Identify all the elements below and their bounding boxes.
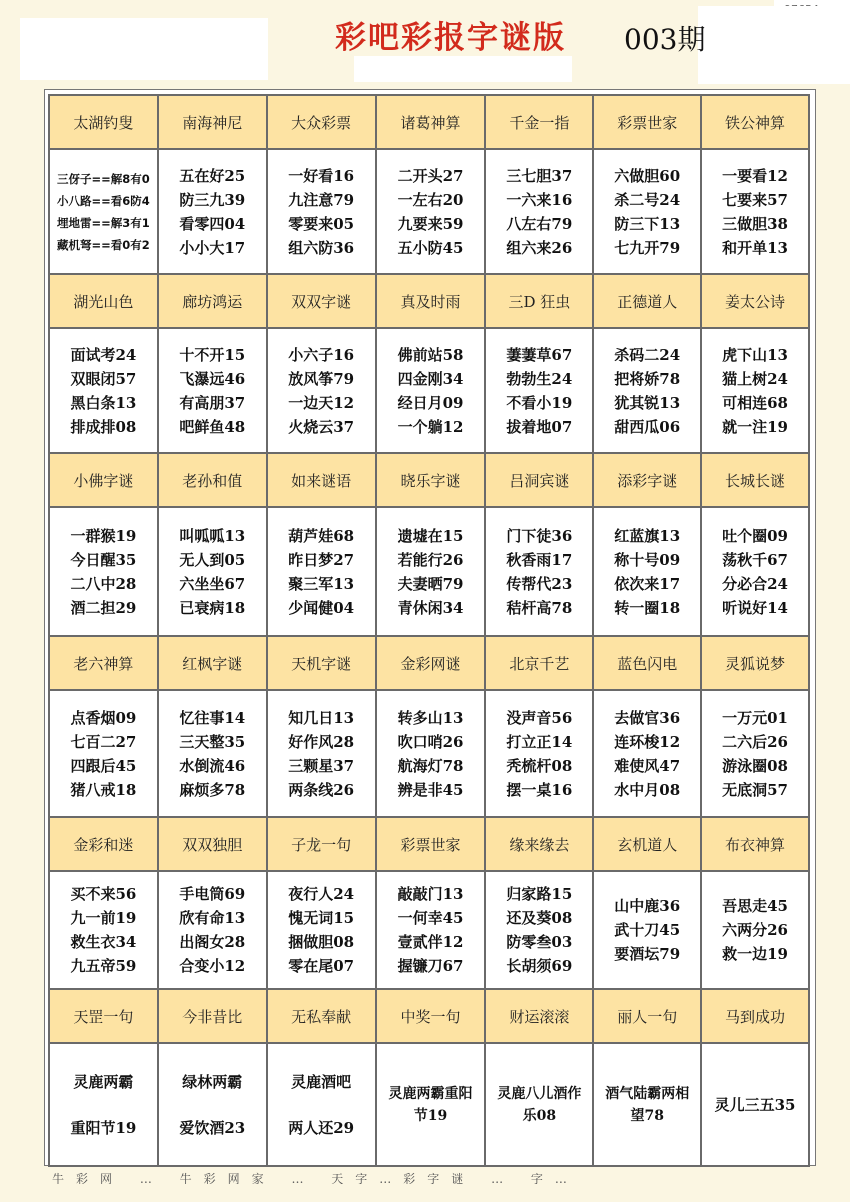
riddle-lines <box>702 1093 808 1117</box>
riddle-lines <box>377 524 485 620</box>
riddle-line: 三七胆37 <box>506 166 573 185</box>
riddle-line: 一边天12 <box>288 393 355 412</box>
riddle-cell <box>376 149 486 274</box>
riddle-cell <box>701 690 809 817</box>
riddle-line: 一群猴19 <box>70 526 137 545</box>
riddle-cell <box>376 871 486 989</box>
riddle-line: 忆往事14 <box>179 708 246 727</box>
riddle-cell <box>49 690 158 817</box>
riddle-line: 三做胆38 <box>722 214 788 233</box>
riddle-line: 藏机弩==看0有2 <box>57 237 150 252</box>
riddle-lines <box>594 706 700 802</box>
riddle-line: 知几日13 <box>288 708 355 727</box>
riddle-line: 归家路15 <box>506 885 573 903</box>
column-header: 姜太公诗 <box>701 274 809 328</box>
riddle-line: 依次来17 <box>614 574 681 593</box>
riddle-line: 重阳节19 <box>70 1118 137 1137</box>
riddle-cell <box>701 871 809 989</box>
riddle-cell <box>158 871 267 989</box>
riddle-line: 就一注19 <box>722 417 788 436</box>
riddle-lines <box>268 343 375 439</box>
column-header: 彩票世家 <box>376 817 486 871</box>
riddle-line: 二六后26 <box>722 732 788 751</box>
riddle-line: 一好看16 <box>288 166 355 185</box>
column-header: 双双独胆 <box>158 817 267 871</box>
riddle-line: 少闻健04 <box>288 598 355 617</box>
riddle-line: 经日月09 <box>397 393 464 412</box>
riddle-lines <box>702 524 808 620</box>
riddle-cell <box>49 507 158 636</box>
riddle-lines <box>702 343 808 439</box>
riddle-lines <box>594 164 700 260</box>
riddle-lines <box>159 1070 266 1140</box>
riddle-cell <box>49 871 158 989</box>
riddle-line: 六坐坐67 <box>179 574 246 593</box>
column-header: 吕洞宾谜 <box>485 453 593 507</box>
riddle-cell <box>267 507 376 636</box>
riddle-line: 排成排08 <box>70 417 137 436</box>
riddle-line: 门下徒36 <box>506 526 573 545</box>
riddle-line: 萋萋草67 <box>506 345 573 364</box>
riddle-line: 二八中28 <box>70 574 137 593</box>
riddle-line: 无底洞57 <box>722 780 788 799</box>
riddle-line: 杀二号24 <box>614 190 681 209</box>
riddle-line: 难使风47 <box>614 756 681 775</box>
riddle-line: 甜西瓜06 <box>614 417 681 436</box>
riddle-line: 没声音56 <box>506 708 573 727</box>
riddle-table <box>48 94 810 1167</box>
riddle-row <box>49 507 809 636</box>
riddle-line: 不看小19 <box>506 393 573 412</box>
riddle-line: 犹其锐13 <box>614 393 681 412</box>
riddle-cell <box>267 328 376 453</box>
riddle-cell <box>593 871 701 989</box>
issue-number: 003期 <box>624 23 706 56</box>
riddle-lines <box>486 1083 592 1127</box>
column-header: 红枫字谜 <box>158 636 267 690</box>
column-header: 湖光山色 <box>49 274 158 328</box>
riddle-line: 零在尾07 <box>288 957 355 975</box>
riddle-line: 救一边19 <box>722 945 788 963</box>
riddle-lines <box>377 1083 485 1127</box>
header-row <box>49 989 809 1043</box>
riddle-line: 面试考24 <box>70 345 137 364</box>
riddle-line: 佛前站58 <box>397 345 464 364</box>
column-header: 灵狐说梦 <box>701 636 809 690</box>
riddle-line: 武十刀45 <box>614 921 681 939</box>
riddle-line: 灵鹿八儿酒作 <box>497 1085 582 1102</box>
riddle-row <box>49 871 809 989</box>
redacted-block-center <box>354 56 572 82</box>
riddle-line: 聚三军13 <box>288 574 355 593</box>
riddle-lines <box>377 706 485 802</box>
riddle-line: 防三下13 <box>614 214 681 233</box>
column-header: 铁公神算 <box>701 95 809 149</box>
riddle-line: 埋地雷==解3有1 <box>57 215 150 230</box>
riddle-line: 猪八戒18 <box>70 780 137 799</box>
riddle-line: 欣有命13 <box>179 909 246 927</box>
riddle-line: 一左右20 <box>397 190 464 209</box>
riddle-line: 可相连68 <box>722 393 788 412</box>
riddle-lines <box>268 706 375 802</box>
riddle-line: 放风筝79 <box>288 369 355 388</box>
riddle-lines <box>594 1083 700 1127</box>
riddle-lines <box>594 343 700 439</box>
riddle-line: 夜行人24 <box>288 885 355 903</box>
header-row <box>49 95 809 149</box>
footer-partial-text: 牛彩网 … 牛彩网家 … 天字…彩字谜 … 字… <box>52 1172 579 1184</box>
riddle-line: 灵鹿酒吧 <box>291 1072 352 1091</box>
riddle-line: 和开单13 <box>722 238 788 257</box>
riddle-row <box>49 690 809 817</box>
column-header: 玄机道人 <box>593 817 701 871</box>
riddle-cell <box>376 690 486 817</box>
riddle-lines <box>486 164 592 260</box>
riddle-line: 组六防36 <box>288 238 355 257</box>
riddle-cell <box>485 507 593 636</box>
page-title: 彩吧彩报字谜版 <box>335 20 566 56</box>
column-header: 真及时雨 <box>376 274 486 328</box>
riddle-cell <box>49 328 158 453</box>
riddle-cell <box>376 507 486 636</box>
riddle-line: 猫上树24 <box>722 369 788 388</box>
column-header: 长城长谜 <box>701 453 809 507</box>
column-header: 缘来缘去 <box>485 817 593 871</box>
riddle-line: 叫呱呱13 <box>179 526 246 545</box>
riddle-cell <box>158 1043 267 1166</box>
riddle-line: 七百二27 <box>70 732 137 751</box>
riddle-line: 握镰刀67 <box>397 957 464 975</box>
riddle-line: 有高朋37 <box>179 393 246 412</box>
riddle-line: 一万元01 <box>722 708 788 727</box>
riddle-lines <box>50 706 157 802</box>
riddle-line: 航海灯78 <box>397 756 464 775</box>
header-row <box>49 453 809 507</box>
riddle-row <box>49 149 809 274</box>
riddle-lines <box>594 894 700 966</box>
column-header: 千金一指 <box>485 95 593 149</box>
riddle-cell <box>267 690 376 817</box>
riddle-line: 若能行26 <box>397 550 464 569</box>
column-header: 双双字谜 <box>267 274 376 328</box>
riddle-line: 吧鲜鱼48 <box>179 417 246 436</box>
riddle-lines <box>50 882 157 978</box>
riddle-lines <box>702 894 808 966</box>
column-header: 如来谜语 <box>267 453 376 507</box>
riddle-line: 秋香雨17 <box>506 550 573 569</box>
riddle-line: 麻烦多78 <box>179 780 246 799</box>
riddle-lines <box>159 524 266 620</box>
riddle-lines <box>702 706 808 802</box>
riddle-line: 已衰病18 <box>179 598 246 617</box>
riddle-line: 杀码二24 <box>614 345 681 364</box>
riddle-lines <box>486 524 592 620</box>
riddle-row <box>49 328 809 453</box>
riddle-cell <box>593 1043 701 1166</box>
column-header: 布衣神算 <box>701 817 809 871</box>
riddle-lines <box>486 343 592 439</box>
riddle-line: 小六子16 <box>288 345 355 364</box>
riddle-line: 防三九39 <box>179 190 246 209</box>
redacted-block-right <box>698 6 850 84</box>
column-header: 财运滚滚 <box>485 989 593 1043</box>
riddle-lines <box>50 343 157 439</box>
riddle-cell <box>701 507 809 636</box>
riddle-line: 无人到05 <box>179 550 246 569</box>
column-header: 无私奉献 <box>267 989 376 1043</box>
riddle-lines <box>486 882 592 978</box>
riddle-line: 四金刚34 <box>397 369 464 388</box>
riddle-line: 火烧云37 <box>288 417 355 436</box>
column-header: 马到成功 <box>701 989 809 1043</box>
riddle-line: 出阁女28 <box>179 933 246 951</box>
riddle-lines <box>268 524 375 620</box>
riddle-line: 防零叁03 <box>506 933 573 951</box>
riddle-line: 绿林两霸 <box>182 1072 243 1091</box>
riddle-line: 转一圈18 <box>614 598 681 617</box>
riddle-line: 六做胆60 <box>614 166 681 185</box>
riddle-cell <box>376 328 486 453</box>
riddle-lines <box>268 164 375 260</box>
riddle-cell <box>485 328 593 453</box>
riddle-cell <box>485 1043 593 1166</box>
riddle-cell <box>49 149 158 274</box>
riddle-lines <box>702 164 808 260</box>
column-header: 太湖钓叟 <box>49 95 158 149</box>
riddle-line: 游泳圈08 <box>722 756 788 775</box>
column-header: 金彩网谜 <box>376 636 486 690</box>
column-header: 金彩和迷 <box>49 817 158 871</box>
riddle-line: 五在好25 <box>179 166 246 185</box>
riddle-line: 九要来59 <box>397 214 464 233</box>
riddle-cell <box>158 690 267 817</box>
riddle-line: 捆做胆08 <box>288 933 355 951</box>
riddle-line: 九注意79 <box>288 190 355 209</box>
riddle-line: 连环梭12 <box>614 732 681 751</box>
riddle-line: 摆一桌16 <box>506 780 573 799</box>
riddle-line: 三颗星37 <box>288 756 355 775</box>
riddle-line: 手电筒69 <box>179 885 246 903</box>
riddle-line: 夫妻晒79 <box>397 574 464 593</box>
riddle-lines <box>159 882 266 978</box>
riddle-lines <box>50 168 157 256</box>
riddle-line: 酒气陆霸两相 <box>605 1085 690 1102</box>
column-header: 中奖一句 <box>376 989 486 1043</box>
riddle-line: 称十号09 <box>614 550 681 569</box>
riddle-cell <box>485 149 593 274</box>
riddle-line: 拔着地07 <box>506 417 573 436</box>
riddle-line: 虎下山13 <box>722 345 788 364</box>
riddle-line: 还及葵08 <box>506 909 573 927</box>
riddle-line: 青休闲34 <box>397 598 464 617</box>
riddle-lines <box>159 343 266 439</box>
header-row <box>49 636 809 690</box>
column-header: 老孙和值 <box>158 453 267 507</box>
riddle-cell <box>701 1043 809 1166</box>
column-header: 三D 狂虫 <box>485 274 593 328</box>
riddle-line: 爱饮酒23 <box>179 1118 246 1137</box>
riddle-lines <box>486 706 592 802</box>
column-header: 天罡一句 <box>49 989 158 1043</box>
riddle-line: 听说好14 <box>722 598 788 617</box>
riddle-line: 四跟后45 <box>70 756 137 775</box>
column-header: 北京千艺 <box>485 636 593 690</box>
riddle-cell <box>158 507 267 636</box>
riddle-lines <box>268 1070 375 1140</box>
riddle-lines <box>268 882 375 978</box>
riddle-cell <box>376 1043 486 1166</box>
column-header: 子龙一句 <box>267 817 376 871</box>
riddle-line: 两条线26 <box>288 780 355 799</box>
riddle-line: 小小大17 <box>179 238 246 257</box>
riddle-line: 九五帝59 <box>70 957 137 975</box>
riddle-line: 一何幸45 <box>397 909 464 927</box>
riddle-cell <box>593 507 701 636</box>
riddle-line: 五小防45 <box>397 238 464 257</box>
redacted-block-left <box>20 18 268 80</box>
riddle-line: 七要来57 <box>722 190 788 209</box>
riddle-cell <box>485 871 593 989</box>
column-header: 大众彩票 <box>267 95 376 149</box>
riddle-line: 望78 <box>630 1107 664 1124</box>
riddle-line: 组六来26 <box>506 238 573 257</box>
riddle-line: 三天整35 <box>179 732 246 751</box>
riddle-line: 一要看12 <box>722 166 788 185</box>
riddle-line: 葫芦娃68 <box>288 526 355 545</box>
riddle-line: 打立正14 <box>506 732 573 751</box>
riddle-lines <box>50 524 157 620</box>
riddle-line: 转多山13 <box>397 708 464 727</box>
header-row <box>49 274 809 328</box>
riddle-lines <box>377 164 485 260</box>
riddle-cell <box>49 1043 158 1166</box>
column-header: 老六神算 <box>49 636 158 690</box>
column-header: 晓乐字谜 <box>376 453 486 507</box>
riddle-line: 传帮代23 <box>506 574 573 593</box>
riddle-line: 要酒坛79 <box>614 945 681 963</box>
riddle-line: 酒二担29 <box>70 598 137 617</box>
riddle-line: 勃勃生24 <box>506 369 573 388</box>
riddle-line: 两人还29 <box>288 1118 355 1137</box>
riddle-line: 灵鹿两霸重阳 <box>388 1085 473 1102</box>
riddle-cell <box>593 690 701 817</box>
column-header: 天机字谜 <box>267 636 376 690</box>
riddle-line: 愧无词15 <box>288 909 355 927</box>
riddle-line: 今日醒35 <box>70 550 137 569</box>
riddle-cell <box>485 690 593 817</box>
riddle-lines <box>377 343 485 439</box>
riddle-line: 一个躺12 <box>397 417 464 436</box>
riddle-line: 零要来05 <box>288 214 355 233</box>
riddle-lines <box>594 524 700 620</box>
riddle-line: 遗墟在15 <box>397 526 464 545</box>
riddle-line: 乐08 <box>522 1107 557 1124</box>
riddle-line: 荡秋千67 <box>722 550 788 569</box>
column-header: 小佛字谜 <box>49 453 158 507</box>
column-header: 丽人一句 <box>593 989 701 1043</box>
riddle-line: 长胡须69 <box>506 957 573 975</box>
column-header: 今非昔比 <box>158 989 267 1043</box>
riddle-line: 合变小12 <box>179 957 246 975</box>
riddle-line: 水倒流46 <box>179 756 246 775</box>
riddle-line: 十不开15 <box>179 345 246 364</box>
header-row <box>49 817 809 871</box>
riddle-line: 吹口哨26 <box>397 732 464 751</box>
riddle-cell <box>701 149 809 274</box>
riddle-line: 小八路==看6防4 <box>57 193 150 208</box>
column-header: 南海神尼 <box>158 95 267 149</box>
column-header: 添彩字谜 <box>593 453 701 507</box>
riddle-line: 红蓝旗13 <box>614 526 681 545</box>
riddle-line: 山中鹿36 <box>614 897 681 915</box>
riddle-lines <box>159 706 266 802</box>
column-header: 正德道人 <box>593 274 701 328</box>
riddle-line: 六两分26 <box>722 921 788 939</box>
riddle-line: 一六来16 <box>506 190 573 209</box>
riddle-cell <box>267 1043 376 1166</box>
riddle-row <box>49 1043 809 1166</box>
riddle-line: 秸杆高78 <box>506 598 573 617</box>
riddle-cell <box>593 149 701 274</box>
riddle-line: 节19 <box>413 1107 448 1124</box>
riddle-lines <box>50 1070 157 1140</box>
riddle-line: 三伢子==解8有0 <box>57 171 150 186</box>
riddle-line: 买不来56 <box>70 885 137 903</box>
riddle-line: 九一前19 <box>70 909 137 927</box>
riddle-line: 好作风28 <box>288 732 355 751</box>
riddle-line: 双眼闭57 <box>70 369 137 388</box>
riddle-line: 吐个圈09 <box>722 526 788 545</box>
riddle-line: 秃梳杆08 <box>506 756 573 775</box>
column-header: 诸葛神算 <box>376 95 486 149</box>
riddle-lines <box>159 164 266 260</box>
riddle-line: 吾思走45 <box>722 897 788 915</box>
riddle-line: 点香烟09 <box>70 708 137 727</box>
riddle-line: 灵儿三五35 <box>714 1095 796 1114</box>
riddle-line: 去做官36 <box>614 708 681 727</box>
riddle-line: 七九开79 <box>614 238 681 257</box>
riddle-line: 八左右79 <box>506 214 573 233</box>
riddle-cell <box>267 149 376 274</box>
riddle-cell <box>267 871 376 989</box>
riddle-line: 救生衣34 <box>70 933 137 951</box>
riddle-line: 水中月08 <box>614 780 681 799</box>
riddle-line: 黑白条13 <box>70 393 137 412</box>
riddle-line: 飞瀑远46 <box>179 369 246 388</box>
column-header: 彩票世家 <box>593 95 701 149</box>
riddle-lines <box>377 882 485 978</box>
riddle-line: 二开头27 <box>397 166 464 185</box>
riddle-line: 灵鹿两霸 <box>73 1072 134 1091</box>
riddle-line: 敲敲门13 <box>397 885 464 903</box>
riddle-line: 分必合24 <box>722 574 788 593</box>
riddle-line: 壹贰伴12 <box>397 933 464 951</box>
column-header: 蓝色闪电 <box>593 636 701 690</box>
riddle-line: 辨是非45 <box>397 780 464 799</box>
riddle-cell <box>593 328 701 453</box>
riddle-cell <box>701 328 809 453</box>
riddle-line: 昨日梦27 <box>288 550 355 569</box>
riddle-line: 看零四04 <box>179 214 246 233</box>
riddle-line: 把将娇78 <box>614 369 681 388</box>
riddle-cell <box>158 328 267 453</box>
riddle-cell <box>158 149 267 274</box>
column-header: 廊坊鸿运 <box>158 274 267 328</box>
